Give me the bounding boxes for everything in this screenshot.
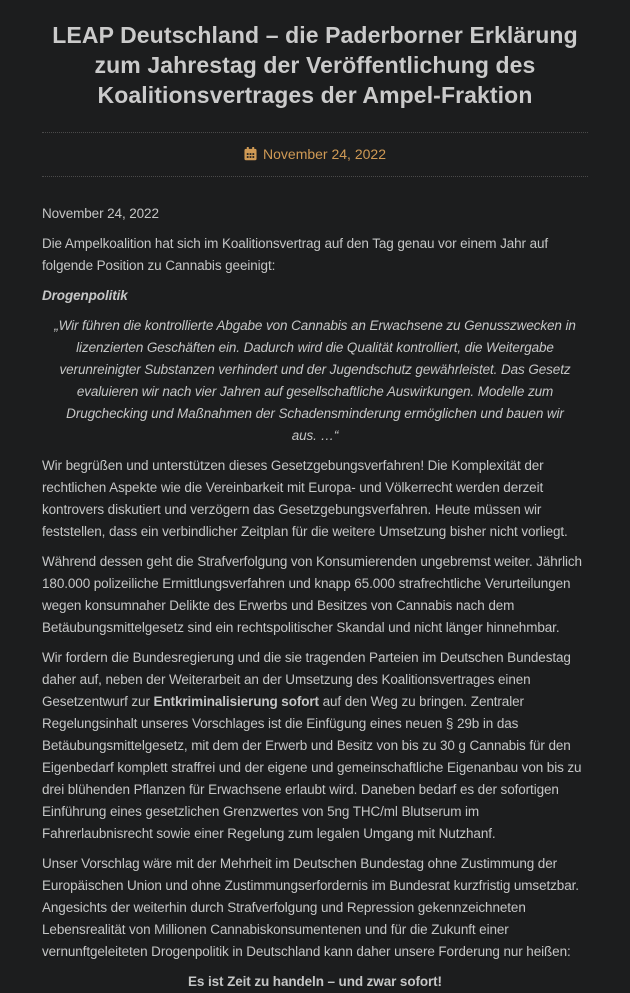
prosecution-paragraph: Während dessen geht die Strafverfolgung von Konsumierenden ungebremst weiter. Jährlich 180.000 polizeiliche Ermittlungsverfahren und knapp 65.000 strafrechtliche Verurteilungen wegen konsumnaher Delikte des Erwerbs und Besitzes von Cannabis nach dem Betäubungsmittelgesetz sind ein rechtspolitischer Skandal und nicht länger hinnehmbar. <box>42 554 582 635</box>
demand-paragraph <box>42 647 588 845</box>
page-title: LEAP Deutschland – die Paderborner Erklärung zum Jahrestag der Veröffentlichung des Koalitionsvertrages der Ampel-Fraktion <box>52 22 578 108</box>
closing-statement: Es ist Zeit zu handeln – und zwar sofort! <box>188 974 442 989</box>
demand-text-after: auf den Weg zu bringen. Zentraler Regelungsinhalt unseres Vorschlages ist die Einfügung eines neuen § 29b in das Betäubungsmittelgesetz, mit dem der Erwerb und Besitz von bis zu 30 g Cannabis für den Eigenbedarf komplett straffrei und der eigene und gemeinschaftliche Eigenanbau von bis zu drei blühenden Pflanzen für Erwachsene erlaubt wird. Daneben bedarf es der sofortigen Einführung eines gesetzlichen Grenzwertes von 5ng THC/ml Blutserum im Fahrerlaubnisrecht sowie einer Regelung zum legalen Umgang mit Nutzhanf. <box>42 694 582 841</box>
intro-paragraph: Die Ampelkoalition hat sich im Koalitionsvertrag auf den Tag genau vor einem Jahr auf folgende Position zu Cannabis geeinigt: <box>42 236 549 273</box>
proposal-paragraph: Unser Vorschlag wäre mit der Mehrheit im Deutschen Bundestag ohne Zustimmung der Europäischen Union und ohne Zustimmungserfordernis im Bundesrat kurzfristig umsetzbar. Angesichts der weiterhin durch Strafverfolgung und Repression gekennzeichneten Lebensrealität von Millionen Cannabiskonsumentenen und für die Zukunft einer vernunftgeleiteten Drogenpolitik in Deutschland kann daher unsere Forderung nur heißen: <box>42 856 579 959</box>
demand-text-before: Wir fordern die Bundesregierung und die sie tragenden Parteien im Deutschen Bundestag daher auf, neben der Weiterarbeit an der Umsetzung des Koalitionsvertrages einen Gesetzentwurf zur <box>42 650 571 709</box>
subheading-drogenpolitik: Drogenpolitik <box>42 288 128 303</box>
support-paragraph: Wir begrüßen und unterstützen dieses Gesetzgebungsverfahren! Die Komplexität der rechtlichen Aspekte wie die Vereinbarkeit mit Europa- und Völkerrecht werden derzeit kontrovers diskutiert und verzögern das Gesetzgebungsverfahren. Heute müssen wir feststellen, dass ein verbindlicher Zeitplan für die weitere Umsetzung bisher nicht vorliegt. <box>42 458 568 539</box>
article-date-line: November 24, 2022 <box>42 206 159 221</box>
post-date-label: November 24, 2022 <box>263 146 386 162</box>
article-body <box>0 177 630 993</box>
calendar-icon <box>244 147 257 161</box>
demand-text-bold: Entkriminalisierung sofort <box>153 694 319 709</box>
coalition-agreement-quote: „Wir führen die kontrollierte Abgabe von Cannabis an Erwachsene zu Genusszwecken in lizenzierten Geschäften ein. Dadurch wird die Qualität kontrolliert, die Weitergabe verunreinigter Substanzen verhindert und der Jugendschutz gewährleistet. Das Gesetz evaluieren wir nach vier Jahren auf gesellschaftliche Auswirkungen. Modelle zum Drugchecking und Maßnahmen der Schadensminderung ermöglichen und bauen wir aus. …“ <box>54 318 576 443</box>
post-date-link[interactable] <box>0 133 630 176</box>
